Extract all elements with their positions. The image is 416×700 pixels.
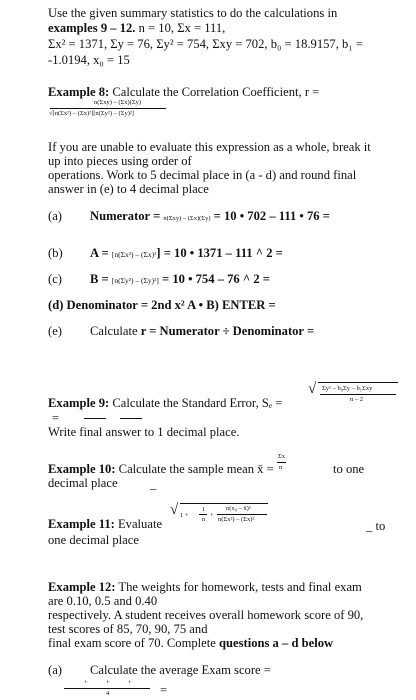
a-expression: ] = 10 • 1371 – 111 ^ 2 = — [156, 246, 283, 260]
ex8-part-e-letter: (e) — [48, 324, 62, 338]
ex12-fraction-bar — [64, 688, 150, 689]
ex11-formula-plus: + — [210, 512, 214, 519]
e-expression: r = Numerator ÷ Denominator = — [140, 324, 315, 338]
b-label: B = — [90, 272, 109, 286]
ex8-part-a-letter: (a) — [48, 209, 62, 223]
ex9-title: Example 9: — [48, 396, 110, 410]
ex9-blank-1 — [84, 418, 106, 419]
ex9-formula-numerator: Σy² – b₀Σy – b₁Σxy — [322, 385, 373, 392]
ex11-formula-a: 1 + — [180, 512, 189, 519]
ex9-title-text: Calculate the Standard Error, Sₑ = — [109, 396, 283, 410]
ex10-heading — [48, 462, 274, 477]
ex8-title: Example 8: — [48, 85, 110, 99]
ex10-title-text: Calculate the sample mean x̄ = — [115, 462, 274, 476]
ex11-title-text: Evaluate — [114, 517, 163, 531]
ex12-line1-text: The weights for homework, tests and final exam — [115, 580, 362, 594]
ex12-part-a-letter: (a) — [48, 663, 62, 677]
ex11-formula-n: n — [202, 516, 206, 523]
ex10-fraction-bar — [277, 462, 286, 463]
ex8-part-c-letter: (c) — [48, 272, 62, 286]
ex12-questions-bold: questions a – d below — [219, 636, 334, 650]
ex10-title: Example 10: — [48, 462, 116, 476]
ex8-heading — [48, 85, 319, 100]
ex10-frac-den: n — [279, 464, 283, 471]
intro-line1: Use the given summary statistics to do the calculations in — [48, 6, 338, 20]
ex8-part-b-letter: (b) — [48, 246, 63, 260]
ex9-instruction: Write final answer to 1 decimal place. — [48, 425, 240, 439]
ex12-plus-1: + — [84, 679, 88, 686]
ex8-part-d: (d) Denominator = 2nd x² A • B) ENTER = — [48, 298, 276, 312]
ex9-fraction-bar — [320, 394, 396, 395]
ex8-part-c — [90, 272, 270, 287]
ex12-line1 — [48, 580, 362, 595]
numerator-formula: n(Σxy) – (Σx)(Σy) — [163, 215, 211, 222]
ex8-formula-numerator: n(Σxy) – (Σx)(Σy) — [94, 99, 142, 106]
ex10-tail: to one — [333, 462, 365, 476]
ex9-heading — [48, 396, 282, 411]
ex10-line2: decimal place — [48, 476, 118, 490]
ex8-instr-1: If you are unable to evaluate this expression as a whole, break it — [48, 140, 371, 154]
ex9-equals: = — [52, 411, 60, 425]
ex11-line2: one decimal place — [48, 533, 139, 547]
ex11-heading — [48, 517, 162, 532]
ex12-line5 — [48, 636, 333, 651]
sqrt-symbol-ex9: √ — [308, 381, 317, 397]
ex10-answer-blank: _ — [150, 477, 157, 491]
ex12-line5-text: final exam score of 70. Complete — [48, 636, 220, 650]
sqrt-symbol-ex11: √ — [170, 502, 179, 518]
ex11-tail: _ to — [366, 519, 386, 533]
stats-a: n = 10, Σx = 111, — [135, 21, 226, 35]
ex12-line2: are 0.10, 0.5 and 0.40 — [48, 594, 158, 608]
e-calc-word: Calculate — [90, 324, 141, 338]
ex11-frac1-bar — [199, 514, 207, 515]
ex12-denominator: 4 — [106, 690, 110, 697]
ex11-formula-numerator: n(x₀ – x̄)² — [226, 505, 251, 512]
intro-line2 — [48, 21, 225, 36]
ex12-line4: test scores of 85, 70, 90, 75 and — [48, 622, 208, 636]
ex11-formula-denominator: n(Σx²) – (Σx)² — [218, 516, 255, 523]
ex11-title: Example 11: — [48, 517, 115, 531]
ex8-title-text: Calculate the Correlation Coefficient, r = — [109, 85, 320, 99]
ex11-formula-one: 1 — [202, 506, 206, 513]
ex12-plus-3: + — [128, 679, 132, 686]
ex12-title: Example 12: — [48, 580, 116, 594]
ex10-frac-num: Σx — [278, 453, 286, 460]
b-expression: = 10 • 754 – 76 ^ 2 = — [162, 272, 270, 286]
numerator-expression: = 10 • 702 – 111 • 76 = — [213, 209, 330, 223]
ex8-formula-denominator: √[n(Σx²) – (Σx)²][n(Σy²) – (Σy)²] — [49, 110, 134, 117]
b-formula: [n(Σy²) – (Σy)²] — [111, 276, 159, 285]
ex8-instr-3: operations. Work to 5 decimal place in (a - d) and round final — [48, 168, 357, 182]
ex12-equals: = — [160, 683, 168, 697]
stats-b: Σx² = 1371, Σy = 76, Σy² = 754, Σxy = 702, b₀ = 18.9157, b₁ = — [48, 37, 363, 51]
ex8-part-a — [90, 209, 330, 224]
numerator-label: Numerator = — [90, 209, 161, 223]
ex8-fraction-bar — [50, 108, 166, 109]
ex11-frac2-bar — [217, 514, 267, 515]
ex8-part-b — [90, 246, 283, 261]
ex12-line3: respectively. A student receives overall homework score of 90, — [48, 608, 364, 622]
ex8-instr-4: answer in (e) to 4 decimal place — [48, 182, 209, 196]
ex12-part-a-text: Calculate the average Exam score = — [90, 663, 271, 677]
a-formula: [n(Σx²) – (Σx)² — [111, 250, 157, 259]
ex8-part-e — [90, 324, 314, 339]
ex12-plus-2: + — [106, 679, 110, 686]
ex9-sqrt-bar — [318, 382, 398, 383]
ex9-formula-denominator: n – 2 — [350, 396, 363, 403]
ex8-instr-2: up into pieces using order of — [48, 154, 192, 168]
ex11-sqrt-bar — [180, 503, 268, 504]
examples-range: examples 9 – 12. — [48, 21, 136, 35]
a-label: A = — [90, 246, 109, 260]
stats-c: -1.0194, x₀ = 15 — [48, 53, 130, 67]
ex9-blank-2 — [120, 418, 142, 419]
